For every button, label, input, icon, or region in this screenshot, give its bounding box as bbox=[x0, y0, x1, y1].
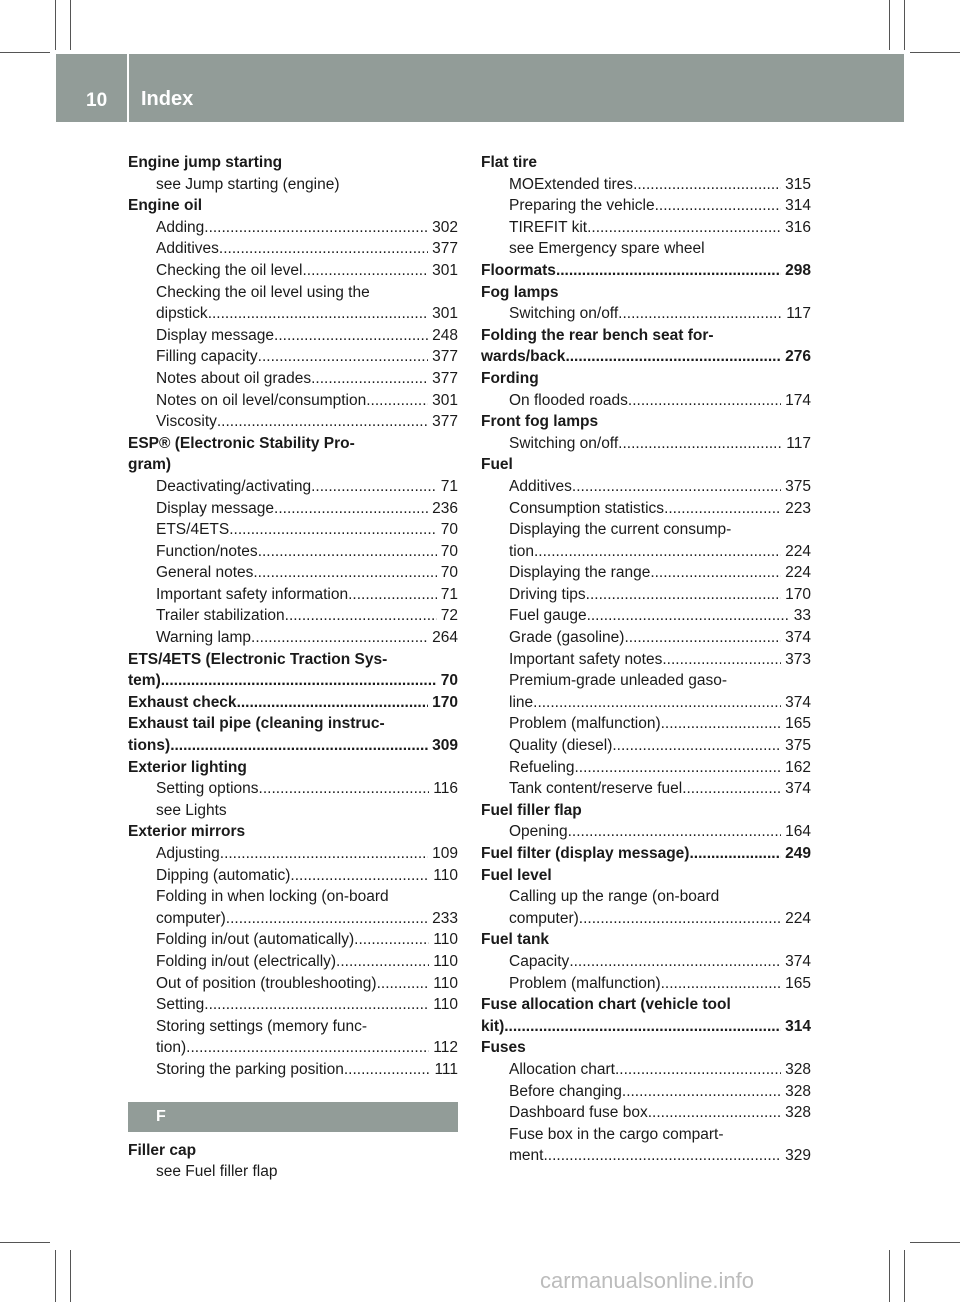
index-entry-subitem bbox=[128, 627, 458, 649]
index-entry-subitem bbox=[128, 951, 458, 973]
entry-label: Trailer stabilization bbox=[156, 607, 285, 625]
index-entry-subitem: Premium-grade unleaded gaso- bbox=[509, 672, 727, 690]
leader-dots bbox=[615, 1059, 781, 1081]
index-entry-subitem bbox=[128, 562, 458, 584]
crop-mark bbox=[70, 1250, 71, 1302]
entry-label: Fuel filter (display message) bbox=[481, 845, 690, 862]
leader-dots bbox=[586, 584, 781, 606]
page-reference: 314 bbox=[785, 197, 811, 215]
crop-mark bbox=[904, 1250, 905, 1302]
leader-dots bbox=[650, 562, 781, 584]
leader-dots bbox=[204, 217, 428, 239]
page-reference: 70 bbox=[440, 564, 458, 582]
entry-label: MOExtended tires bbox=[509, 175, 634, 193]
entry-label: kit) bbox=[481, 1017, 505, 1035]
entry-label: Quality (diesel) bbox=[509, 737, 613, 755]
page-reference: 71 bbox=[440, 585, 458, 603]
page-number: 10 bbox=[86, 90, 108, 111]
index-entry-subitem bbox=[481, 973, 811, 995]
page-reference: 377 bbox=[432, 413, 458, 431]
page-reference: 170 bbox=[432, 693, 458, 711]
leader-dots bbox=[568, 821, 782, 843]
entry-label: Problem (malfunction) bbox=[509, 715, 661, 733]
entry-label: tion bbox=[509, 542, 534, 560]
leader-dots bbox=[311, 476, 437, 498]
index-entry-heading bbox=[481, 1016, 811, 1038]
index-entry-subitem: see Jump starting (engine) bbox=[156, 175, 340, 193]
index-entry-heading: Fuel bbox=[481, 456, 513, 474]
crop-mark bbox=[0, 52, 50, 53]
entry-label: Tank content/reserve fuel bbox=[509, 780, 683, 798]
index-entry-heading: ETS/4ETS (Electronic Traction Sys- bbox=[128, 650, 388, 668]
page-reference: 70 bbox=[440, 672, 458, 690]
index-entry-subitem bbox=[128, 346, 458, 368]
index-entry-subitem: Folding in when locking (on-board bbox=[156, 888, 389, 906]
crop-mark bbox=[70, 0, 71, 50]
leader-dots bbox=[274, 498, 428, 520]
leader-dots bbox=[237, 692, 429, 714]
leader-dots bbox=[633, 174, 781, 196]
leader-dots bbox=[661, 713, 782, 735]
entry-label: Consumption statistics bbox=[509, 499, 665, 517]
index-entry-subitem bbox=[481, 390, 811, 412]
index-entry-subitem bbox=[481, 1102, 811, 1124]
index-entry-heading: Engine jump starting bbox=[128, 154, 283, 171]
index-entry-subitem bbox=[481, 584, 811, 606]
index-entry-subitem bbox=[481, 778, 811, 800]
index-entry-heading bbox=[128, 670, 458, 692]
page-reference: 374 bbox=[785, 629, 811, 647]
leader-dots bbox=[259, 778, 430, 800]
index-entry-subitem bbox=[481, 1145, 811, 1167]
page-reference: 315 bbox=[785, 175, 811, 193]
leader-dots bbox=[290, 865, 429, 887]
entry-label: Filling capacity bbox=[156, 348, 258, 366]
index-entry-subitem bbox=[128, 843, 458, 865]
index-entry-subitem bbox=[481, 498, 811, 520]
page-reference: 72 bbox=[440, 607, 458, 625]
leader-dots bbox=[612, 735, 781, 757]
page-reference: 117 bbox=[786, 305, 811, 323]
entry-label: tem) bbox=[128, 672, 161, 690]
index-list-left bbox=[128, 152, 458, 1081]
page-reference: 110 bbox=[433, 952, 458, 970]
entry-label: TIREFIT kit bbox=[509, 218, 588, 236]
page-reference: 233 bbox=[432, 909, 458, 927]
index-entry-heading: ESP® (Electronic Stability Pro- bbox=[128, 434, 355, 452]
index-entry-subitem bbox=[128, 411, 458, 433]
leader-dots bbox=[377, 973, 430, 995]
index-entry-subitem bbox=[128, 778, 458, 800]
leader-dots bbox=[648, 1102, 781, 1124]
index-entry-subitem bbox=[128, 476, 458, 498]
watermark: carmanualsonline.info bbox=[540, 1268, 755, 1293]
index-entry-subitem bbox=[128, 390, 458, 412]
entry-label: Grade (gasoline) bbox=[509, 629, 625, 647]
entry-label: Viscosity bbox=[156, 413, 217, 431]
page-reference: 375 bbox=[785, 737, 811, 755]
index-entry-subitem bbox=[128, 238, 458, 260]
index-entry-heading: Fuel level bbox=[481, 866, 552, 884]
page-title: Index bbox=[141, 88, 194, 110]
entry-label: Setting bbox=[156, 996, 205, 1014]
leader-dots bbox=[572, 476, 781, 498]
crop-mark bbox=[910, 52, 960, 53]
crop-mark bbox=[0, 1242, 50, 1243]
page-reference: 301 bbox=[432, 391, 458, 409]
index-entry-heading: Exterior mirrors bbox=[128, 823, 246, 841]
page-reference: 316 bbox=[785, 218, 811, 236]
page-reference: 248 bbox=[432, 326, 458, 344]
page-reference: 110 bbox=[433, 866, 458, 884]
index-entry-subitem: see Lights bbox=[156, 801, 227, 819]
leader-dots bbox=[533, 692, 781, 714]
index-entry-subitem bbox=[481, 1059, 811, 1081]
index-entry-subitem bbox=[481, 433, 811, 455]
index-entry-subitem bbox=[481, 541, 811, 563]
index-entry-subitem: Calling up the range (on-board bbox=[509, 888, 720, 906]
leader-dots bbox=[366, 390, 428, 412]
page-reference: 373 bbox=[785, 650, 811, 668]
page-reference: 377 bbox=[432, 369, 458, 387]
entry-label: tions) bbox=[128, 737, 171, 755]
entry-label: Driving tips bbox=[509, 585, 586, 603]
page-reference: 328 bbox=[785, 1082, 811, 1100]
index-entry-subitem bbox=[481, 303, 811, 325]
page-reference: 111 bbox=[434, 1060, 458, 1078]
page-reference: 377 bbox=[432, 240, 458, 258]
leader-dots bbox=[170, 735, 428, 757]
index-entry-subitem bbox=[481, 908, 811, 930]
entry-label: Notes about oil grades bbox=[156, 369, 312, 387]
entry-label: Switching on/off bbox=[509, 305, 619, 323]
leader-dots bbox=[622, 1081, 781, 1103]
leader-dots bbox=[587, 217, 781, 239]
entry-label: Storing the parking position bbox=[156, 1060, 344, 1078]
index-entry-subitem bbox=[128, 260, 458, 282]
index-entry-heading bbox=[481, 260, 811, 282]
page-reference: 70 bbox=[440, 542, 458, 560]
leader-dots bbox=[543, 1145, 781, 1167]
index-entry-subitem bbox=[128, 1037, 458, 1059]
page-reference: 164 bbox=[785, 823, 811, 841]
page-reference: 264 bbox=[432, 629, 458, 647]
page-reference: 33 bbox=[793, 607, 811, 625]
index-entry-subitem: Storing settings (memory func- bbox=[156, 1017, 368, 1035]
index-entry-subitem bbox=[481, 692, 811, 714]
leader-dots bbox=[661, 973, 782, 995]
leader-dots bbox=[618, 303, 782, 325]
index-entry-subitem bbox=[481, 1081, 811, 1103]
page-reference: 223 bbox=[785, 499, 811, 517]
leader-dots bbox=[258, 346, 428, 368]
index-entry-subitem bbox=[128, 994, 458, 1016]
entry-label: Capacity bbox=[509, 952, 570, 970]
leader-dots bbox=[226, 908, 428, 930]
page-reference: 170 bbox=[785, 585, 811, 603]
index-entry-heading: Exhaust tail pipe (cleaning instruc- bbox=[128, 715, 385, 733]
leader-dots bbox=[251, 627, 428, 649]
entry-label: Important safety information bbox=[156, 585, 349, 603]
page-reference: 224 bbox=[785, 542, 811, 560]
crop-mark bbox=[55, 1250, 56, 1302]
index-entry-subitem bbox=[128, 498, 458, 520]
page-reference: 276 bbox=[785, 348, 811, 366]
index-entry-subitem bbox=[128, 865, 458, 887]
index-entry-subitem bbox=[128, 605, 458, 627]
index-entry-subitem bbox=[128, 908, 458, 930]
leader-dots bbox=[344, 1059, 431, 1081]
page-reference: 110 bbox=[433, 974, 458, 992]
leader-dots bbox=[689, 843, 781, 865]
index-entry-heading: Fuses bbox=[481, 1039, 526, 1057]
section-heading-f: F bbox=[128, 1102, 458, 1132]
index-entry-subitem bbox=[128, 325, 458, 347]
entry-label: wards/back bbox=[481, 348, 566, 366]
entry-label: Opening bbox=[509, 823, 568, 841]
entry-label: computer) bbox=[156, 909, 226, 927]
page-reference: 110 bbox=[433, 931, 458, 949]
index-entry-subitem bbox=[128, 303, 458, 325]
index-entry-subitem bbox=[481, 562, 811, 584]
index-entry-subitem bbox=[481, 821, 811, 843]
index-entry-heading: Engine oil bbox=[128, 197, 203, 215]
entry-label: Displaying the range bbox=[509, 564, 651, 582]
entry-label: Fuel gauge bbox=[509, 607, 587, 625]
page-reference: 174 bbox=[785, 391, 811, 409]
entry-label: Allocation chart bbox=[509, 1060, 615, 1078]
entry-label: Preparing the vehicle bbox=[509, 197, 655, 215]
index-entry-subitem bbox=[481, 951, 811, 973]
page-reference: 314 bbox=[785, 1017, 811, 1035]
page-reference: 70 bbox=[440, 521, 458, 539]
index-entry-subitem bbox=[481, 605, 811, 627]
header-divider bbox=[127, 54, 129, 122]
entry-label: Before changing bbox=[509, 1082, 622, 1100]
index-entry-heading bbox=[481, 346, 811, 368]
index-entry-heading: Fording bbox=[481, 369, 539, 387]
entry-label: Important safety notes bbox=[509, 650, 663, 668]
leader-dots bbox=[628, 390, 781, 412]
page-reference: 249 bbox=[785, 845, 811, 862]
entry-label: line bbox=[509, 693, 534, 711]
index-entry-subitem bbox=[128, 368, 458, 390]
index-entry-subitem bbox=[481, 627, 811, 649]
index-entry-heading: Fuse allocation chart (vehicle tool bbox=[481, 996, 731, 1014]
entry-label: Refueling bbox=[509, 758, 575, 776]
leader-dots bbox=[348, 584, 437, 606]
entry-label: ment bbox=[509, 1147, 544, 1165]
leader-dots bbox=[624, 627, 781, 649]
page-reference: 374 bbox=[785, 952, 811, 970]
crop-mark bbox=[889, 0, 890, 50]
entry-label: Checking the oil level bbox=[156, 261, 303, 279]
index-entry-subitem bbox=[128, 217, 458, 239]
page-reference: 116 bbox=[433, 780, 458, 798]
index-column-left bbox=[128, 152, 458, 1183]
page-reference: 302 bbox=[432, 218, 458, 236]
page-reference: 109 bbox=[432, 845, 458, 862]
leader-dots bbox=[556, 260, 781, 282]
entry-label: Adding bbox=[156, 218, 205, 236]
entry-label: Folding in/out (electrically) bbox=[156, 952, 337, 970]
leader-dots bbox=[655, 195, 782, 217]
index-entry-heading: gram) bbox=[128, 456, 172, 474]
leader-dots bbox=[229, 519, 437, 541]
page-reference: 374 bbox=[785, 780, 811, 798]
index-entry-subitem bbox=[481, 713, 811, 735]
crop-mark bbox=[910, 1242, 960, 1243]
index-entry-subitem: see Fuel filler flap bbox=[156, 1163, 278, 1181]
leader-dots bbox=[579, 908, 781, 930]
index-entry-subitem bbox=[481, 195, 811, 217]
leader-dots bbox=[204, 994, 429, 1016]
index-entry-subitem bbox=[128, 519, 458, 541]
entry-label: Setting options bbox=[156, 780, 259, 798]
index-column-right bbox=[481, 152, 811, 1167]
leader-dots bbox=[587, 605, 790, 627]
index-entry-subitem bbox=[481, 735, 811, 757]
entry-label: Additives bbox=[509, 477, 572, 495]
leader-dots bbox=[219, 238, 428, 260]
crop-mark bbox=[904, 0, 905, 50]
page-reference: 301 bbox=[432, 261, 458, 279]
index-entry-subitem: Fuse box in the cargo compart- bbox=[509, 1125, 724, 1143]
entry-label: Exhaust check bbox=[128, 693, 237, 711]
entry-label: ETS/4ETS bbox=[156, 521, 230, 539]
index-list-section-f bbox=[128, 1140, 458, 1183]
leader-dots bbox=[534, 541, 781, 563]
leader-dots bbox=[354, 929, 429, 951]
leader-dots bbox=[311, 368, 428, 390]
entry-label: General notes bbox=[156, 564, 254, 582]
index-entry-heading: Exterior lighting bbox=[128, 758, 247, 776]
entry-label: Switching on/off bbox=[509, 434, 619, 452]
page-reference: 328 bbox=[785, 1104, 811, 1122]
page-reference: 165 bbox=[785, 974, 811, 992]
index-entry-heading bbox=[481, 843, 811, 865]
leader-dots bbox=[274, 325, 428, 347]
page-reference: 309 bbox=[432, 737, 458, 755]
leader-dots bbox=[336, 951, 429, 973]
index-entry-subitem bbox=[481, 174, 811, 196]
leader-dots bbox=[220, 843, 428, 865]
entry-label: dipstick bbox=[156, 305, 208, 323]
crop-mark bbox=[889, 1250, 890, 1302]
index-list-right bbox=[481, 152, 811, 1167]
page-reference: 112 bbox=[433, 1039, 458, 1057]
page-reference: 301 bbox=[432, 305, 458, 323]
page-reference: 117 bbox=[786, 434, 811, 452]
page-reference: 224 bbox=[785, 909, 811, 927]
leader-dots bbox=[565, 346, 781, 368]
index-entry-subitem bbox=[128, 1059, 458, 1081]
entry-label: Out of position (troubleshooting) bbox=[156, 974, 377, 992]
index-entry-heading bbox=[128, 735, 458, 757]
index-entry-heading: Folding the rear bench seat for- bbox=[481, 326, 714, 344]
index-entry-heading: Filler cap bbox=[128, 1141, 197, 1159]
entry-label: Folding in/out (automatically) bbox=[156, 931, 355, 949]
crop-mark bbox=[55, 0, 56, 50]
index-entry-heading: Fuel filler flap bbox=[481, 801, 582, 819]
entry-label: Dipping (automatic) bbox=[156, 866, 291, 884]
page-reference: 236 bbox=[432, 499, 458, 517]
page-reference: 374 bbox=[785, 693, 811, 711]
entry-label: Additives bbox=[156, 240, 219, 258]
leader-dots bbox=[258, 541, 437, 563]
index-entry-heading bbox=[128, 692, 458, 714]
entry-label: Dashboard fuse box bbox=[509, 1104, 648, 1122]
index-entry-subitem bbox=[128, 973, 458, 995]
page-reference: 329 bbox=[785, 1147, 811, 1165]
page-reference: 377 bbox=[432, 348, 458, 366]
entry-label: Problem (malfunction) bbox=[509, 974, 661, 992]
leader-dots bbox=[285, 605, 437, 627]
leader-dots bbox=[186, 1037, 429, 1059]
index-entry-subitem bbox=[481, 217, 811, 239]
leader-dots bbox=[217, 411, 428, 433]
index-entry-subitem bbox=[128, 929, 458, 951]
page-reference: 71 bbox=[440, 477, 458, 495]
page-reference: 375 bbox=[785, 477, 811, 495]
page-reference: 162 bbox=[785, 758, 811, 776]
index-entry-subitem bbox=[481, 649, 811, 671]
entry-label: On flooded roads bbox=[509, 391, 628, 409]
page-reference: 165 bbox=[785, 715, 811, 733]
entry-label: Warning lamp bbox=[156, 629, 252, 647]
page-reference: 328 bbox=[785, 1060, 811, 1078]
index-entry-heading: Flat tire bbox=[481, 154, 537, 171]
leader-dots bbox=[575, 757, 782, 779]
entry-label: Deactivating/activating bbox=[156, 477, 312, 495]
page-reference: 224 bbox=[785, 564, 811, 582]
index-entry-subitem bbox=[128, 584, 458, 606]
index-entry-heading: Fog lamps bbox=[481, 283, 559, 301]
entry-label: Adjusting bbox=[156, 845, 220, 862]
index-entry-subitem bbox=[481, 476, 811, 498]
entry-label: computer) bbox=[509, 909, 579, 927]
index-entry-subitem bbox=[128, 541, 458, 563]
leader-dots bbox=[569, 951, 781, 973]
index-entry-heading: Fuel tank bbox=[481, 931, 550, 949]
index-entry-subitem: Checking the oil level using the bbox=[156, 283, 370, 301]
page-reference: 298 bbox=[785, 261, 811, 279]
entry-label: tion) bbox=[156, 1039, 187, 1057]
leader-dots bbox=[253, 562, 436, 584]
index-entry-subitem: Displaying the current consump- bbox=[509, 521, 732, 539]
page-reference: 110 bbox=[433, 996, 458, 1014]
index-entry-subitem bbox=[481, 757, 811, 779]
entry-label: Display message bbox=[156, 326, 275, 344]
leader-dots bbox=[208, 303, 428, 325]
entry-label: Display message bbox=[156, 499, 275, 517]
leader-dots bbox=[161, 670, 437, 692]
leader-dots bbox=[682, 778, 781, 800]
entry-label: Function/notes bbox=[156, 542, 258, 560]
index-entry-heading: Front fog lamps bbox=[481, 413, 599, 431]
leader-dots bbox=[618, 433, 782, 455]
leader-dots bbox=[662, 649, 781, 671]
index-entry-subitem: see Emergency spare wheel bbox=[509, 240, 705, 258]
leader-dots bbox=[664, 498, 781, 520]
leader-dots bbox=[504, 1016, 781, 1038]
leader-dots bbox=[302, 260, 428, 282]
entry-label: Floormats bbox=[481, 261, 556, 279]
entry-label: Notes on oil level/consumption bbox=[156, 391, 367, 409]
